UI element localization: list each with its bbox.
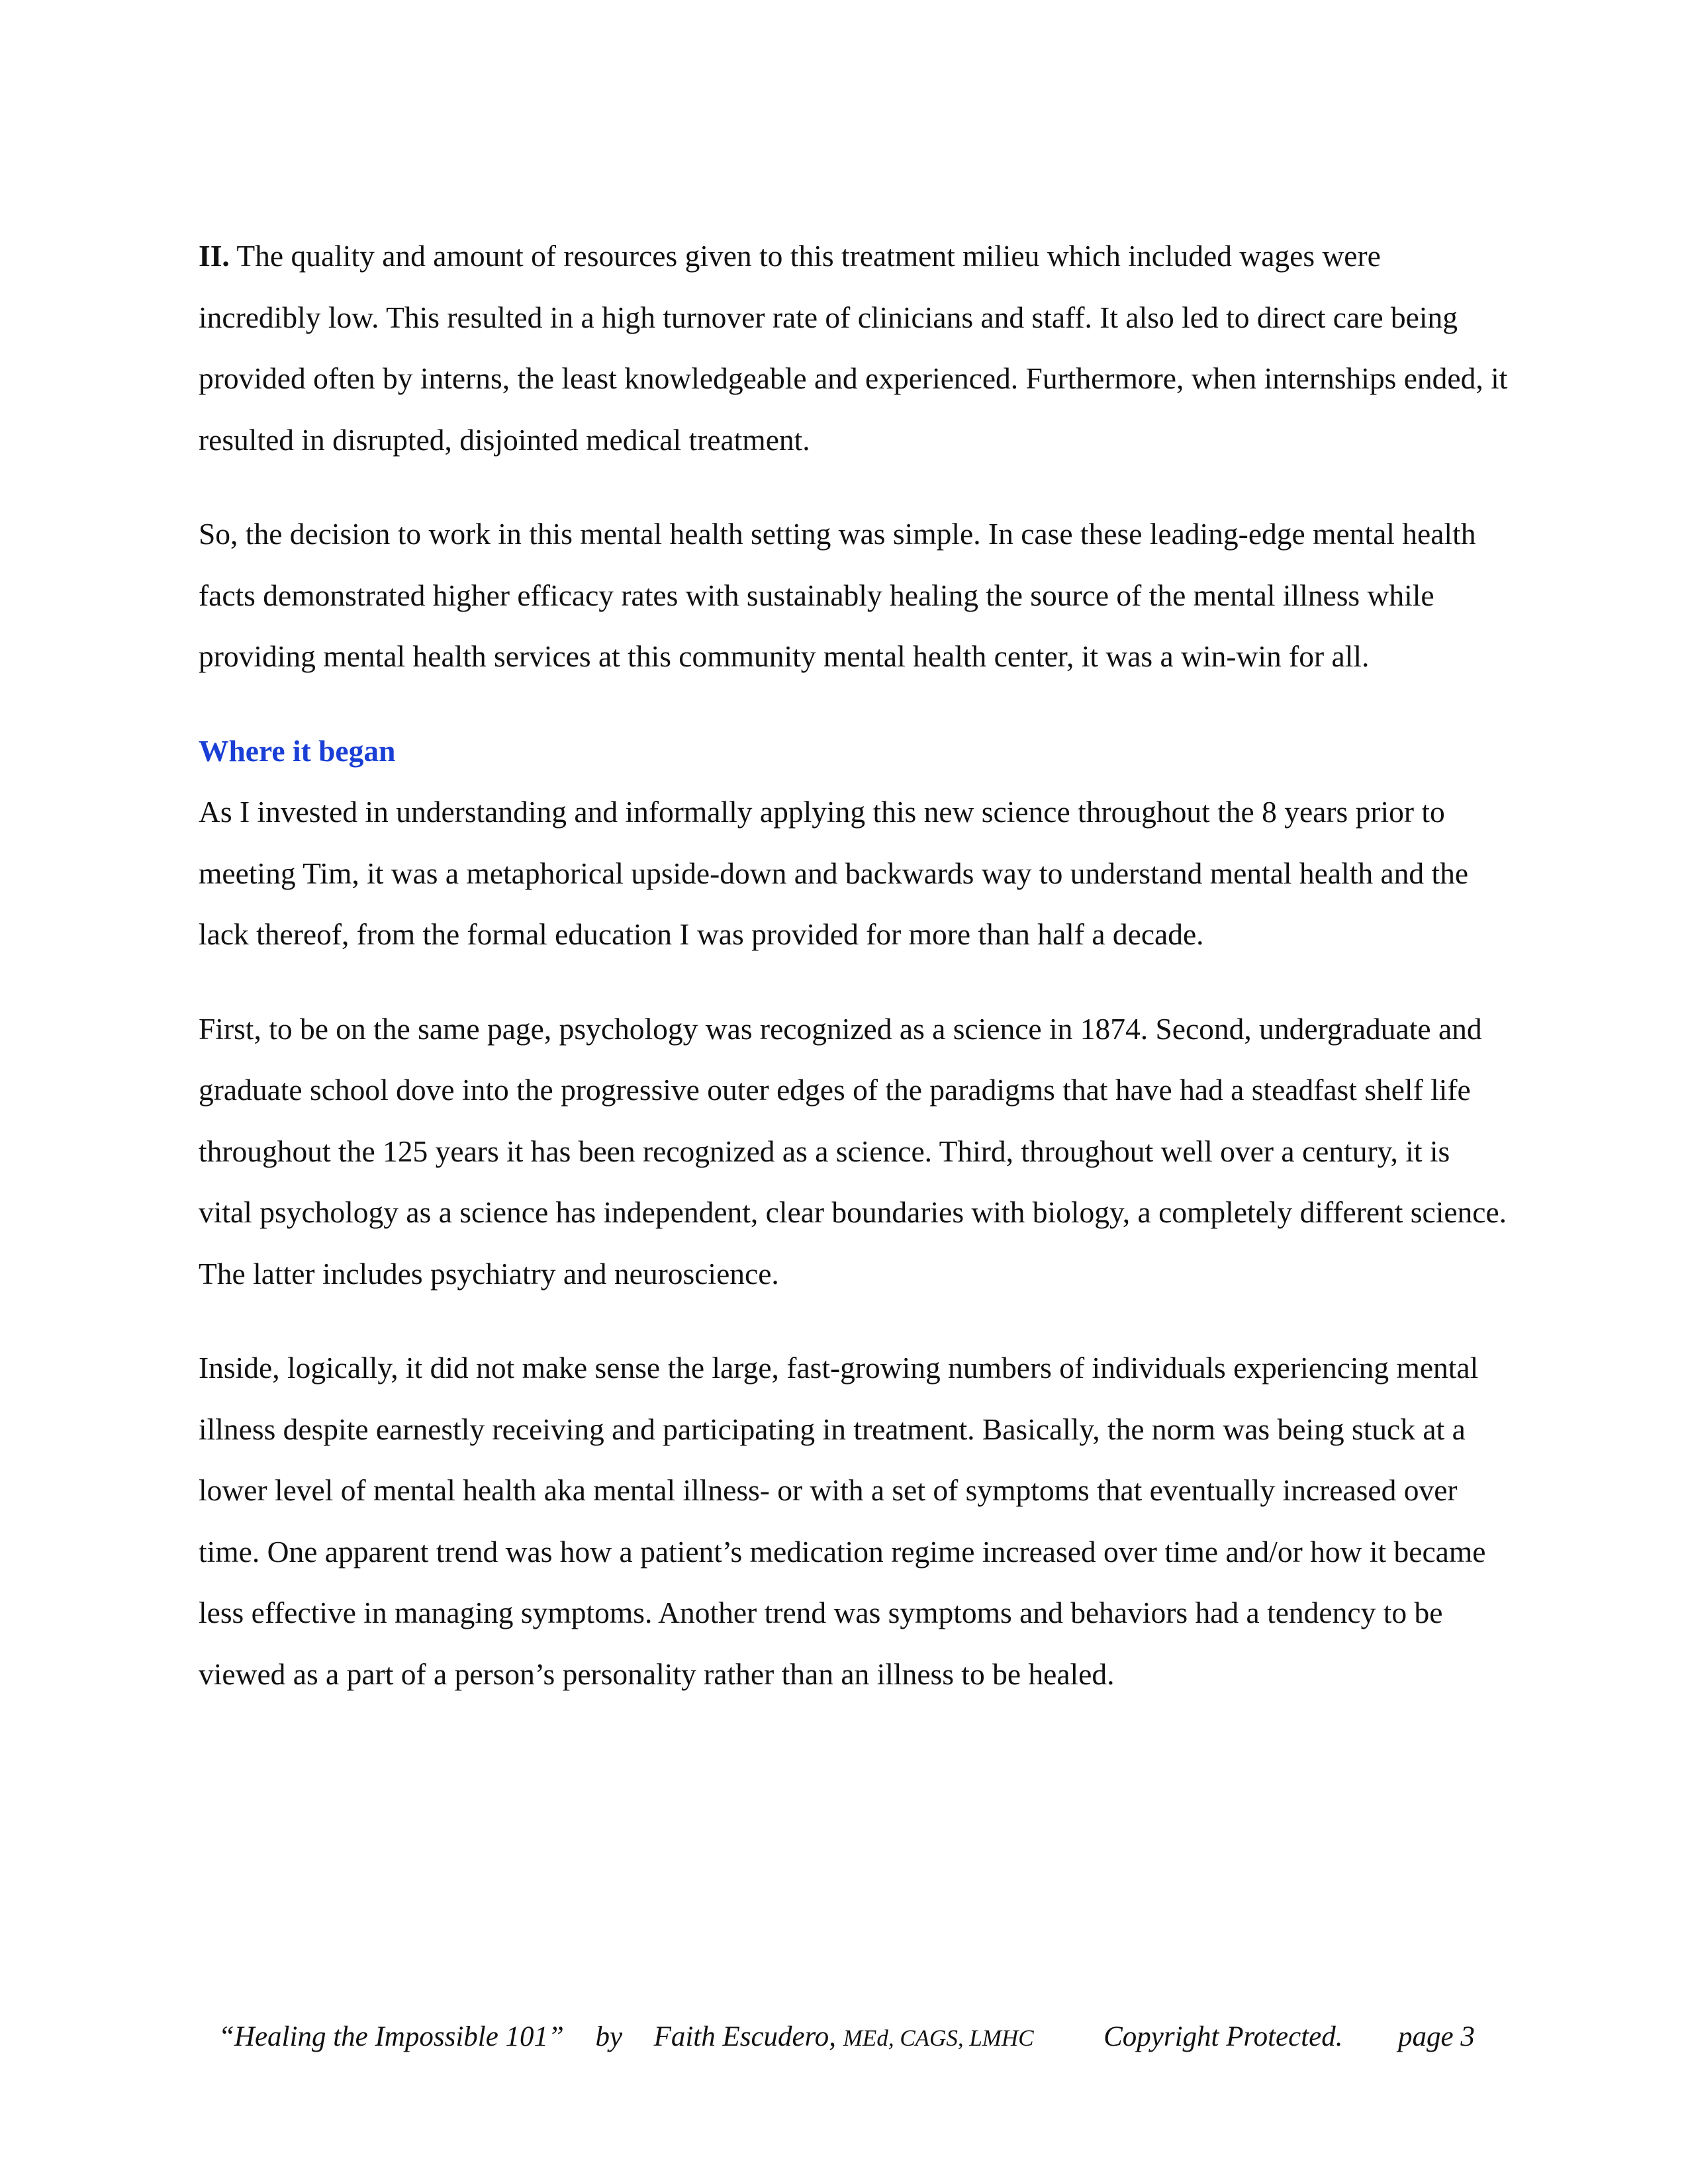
paragraph-resources — [199, 226, 1509, 471]
paragraph-resources-text: The quality and amount of resources given to this treatment milieu which included wages were incredibly low. This resulted in a high turnover rate of clinicians and staff. It also led to direct care being provided often by interns, the least knowledgeable and experienced. Furthermore, when internships ended, it resulted in disrupted, disjointed medical treatment. — [199, 239, 1508, 457]
footer-by: by — [595, 2021, 623, 2052]
footer-title: “Healing the Impossible 101” — [218, 2021, 564, 2052]
paragraph-new-science: As I invested in understanding and informally applying this new science throughout the 8 years prior to meeting Tim, it was a metaphorical upside-down and backwards way to understand mental health and the lack thereof, from the formal education I was provided for more than half a decade. — [199, 795, 1469, 951]
footer-author: Faith Escudero, — [653, 2021, 837, 2052]
paragraph-psychology-science: First, to be on the same page, psychology was recognized as a science in 1874. Second, undergraduate and graduate school dove into the progressive outer edges of the paradigms that have had a steadfast shelf life throughout the 125 years it has been recognized as a science. Third, throughout well over a century, it is vital psychology as a science has independent, clear boundaries with biology, a completely different science. The latter includes psychiatry and neuroscience. — [199, 1011, 1507, 1291]
section-heading-where-it-began: Where it began — [199, 733, 396, 768]
footer-credentials: MEd, CAGS, LMHC — [843, 2025, 1034, 2051]
paragraph-mental-illness-trends: Inside, logically, it did not make sense the large, fast-growing numbers of individuals experiencing mental illness despite earnestly receiving and participating in treatment. Basically, the norm was being stuck at a lower level of mental health aka mental illness- or with a set of symptoms that eventually increased over time. One apparent trend was how a patient’s medication regime increased over time and/or how it became less effective in managing symptoms. Another trend was symptoms and behaviors had a tendency to be viewed as a part of a person’s personality rather than an illness to be healed. — [199, 1351, 1486, 1691]
footer-copyright: Copyright Protected. — [1103, 2021, 1343, 2052]
paragraph-decision: So, the decision to work in this mental health setting was simple. In case these leading-edge mental health facts demonstrated higher efficacy rates with sustainably healing the source of the mental illness while providing mental health services at this community mental health center, it was a win-win for all. — [199, 517, 1476, 673]
footer-page-number: page 3 — [1398, 2021, 1475, 2052]
page-footer — [218, 2017, 1529, 2058]
document-body — [199, 226, 1509, 1738]
section-label: II. — [199, 239, 230, 273]
